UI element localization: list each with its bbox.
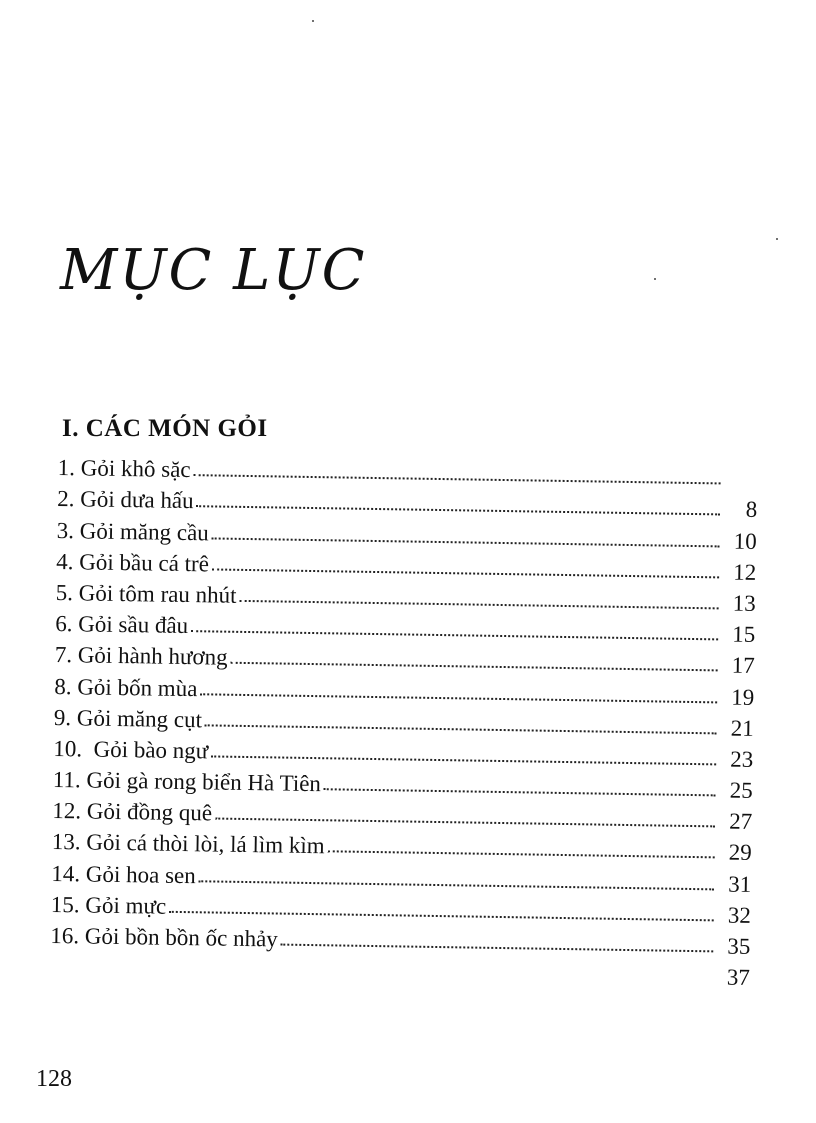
toc-entry-page: 25 [729,777,753,804]
scan-speck [776,238,778,240]
toc-entry-label: 4. Gỏi bầu cá trê [56,548,210,577]
toc-entry-label: 5. Gỏi tôm rau nhút [55,579,237,608]
dot-leader [200,693,717,703]
toc-entry-page: 29 [728,840,752,866]
dot-leader [194,474,721,484]
toc-entry-label: 13. Gỏi cá thòi lòi, lá lìm kìm [51,829,325,859]
section-heading: I. CÁC MÓN GỎI [62,415,268,442]
toc-entry-page: 27 [729,808,753,835]
dot-leader [212,537,720,547]
toc-entry-label: 8. Gỏi bốn mùa [54,673,198,701]
toc-entry-page: 19 [731,684,755,710]
toc-entry-page: 10 [733,528,757,554]
dot-leader [211,755,716,765]
toc-entry-label: 1. Gỏi khô sặc [57,455,191,483]
scan-speck [654,278,656,280]
toc-entry-page: 35 [727,933,751,959]
dot-leader [205,724,717,734]
dot-leader [199,880,715,890]
toc-entry-label: 16. Gỏi bồn bồn ốc nhảy [50,922,278,952]
toc-entry-label: 2. Gỏi dưa hấu [57,486,194,514]
toc-entry-page: 32 [727,902,752,928]
toc-entry-page: 15 [732,621,756,648]
toc-entry-label: 11. Gỏi gà rong biển Hà Tiên [52,767,322,797]
dot-leader [328,851,715,859]
dot-leader [215,818,715,828]
toc-entry-page: 12 [733,559,757,585]
toc-entry-page: 13 [732,590,756,616]
toc-entry-page: 8 [745,497,758,523]
toc-entry-page: 23 [730,746,754,772]
dot-leader [169,911,714,922]
toc-entry-page: 21 [730,715,754,741]
dot-leader [212,568,719,578]
page-number: 128 [36,1066,72,1092]
toc-entry-page: 17 [731,652,755,679]
dot-leader [197,506,721,516]
toc-entry-page: 31 [728,871,752,897]
toc-list [50,452,758,993]
dot-leader [191,630,718,640]
dot-leader [231,662,718,672]
toc-entry-label: 6. Gỏi sầu đâu [55,611,189,639]
toc-entry-page: 37 [726,964,751,991]
toc-entry-label: 15. Gỏi mực [50,891,167,919]
dot-leader [281,944,714,953]
toc-entry-label: 7. Gỏi hành hương [54,642,228,671]
toc-entry-label: 10. Gỏi bào ngư [53,735,209,764]
dot-leader [239,600,718,610]
dot-leader [324,788,716,796]
toc-entry-label: 9. Gỏi măng cụt [53,704,203,732]
toc-entry-label: 12. Gỏi đồng quê [52,798,213,826]
toc-entry-label: 14. Gỏi hoa sen [51,860,196,888]
scan-speck [312,20,314,22]
page-title: MỤC LỤC [60,238,367,303]
toc-entry-label: 3. Gỏi măng cầu [56,517,209,545]
